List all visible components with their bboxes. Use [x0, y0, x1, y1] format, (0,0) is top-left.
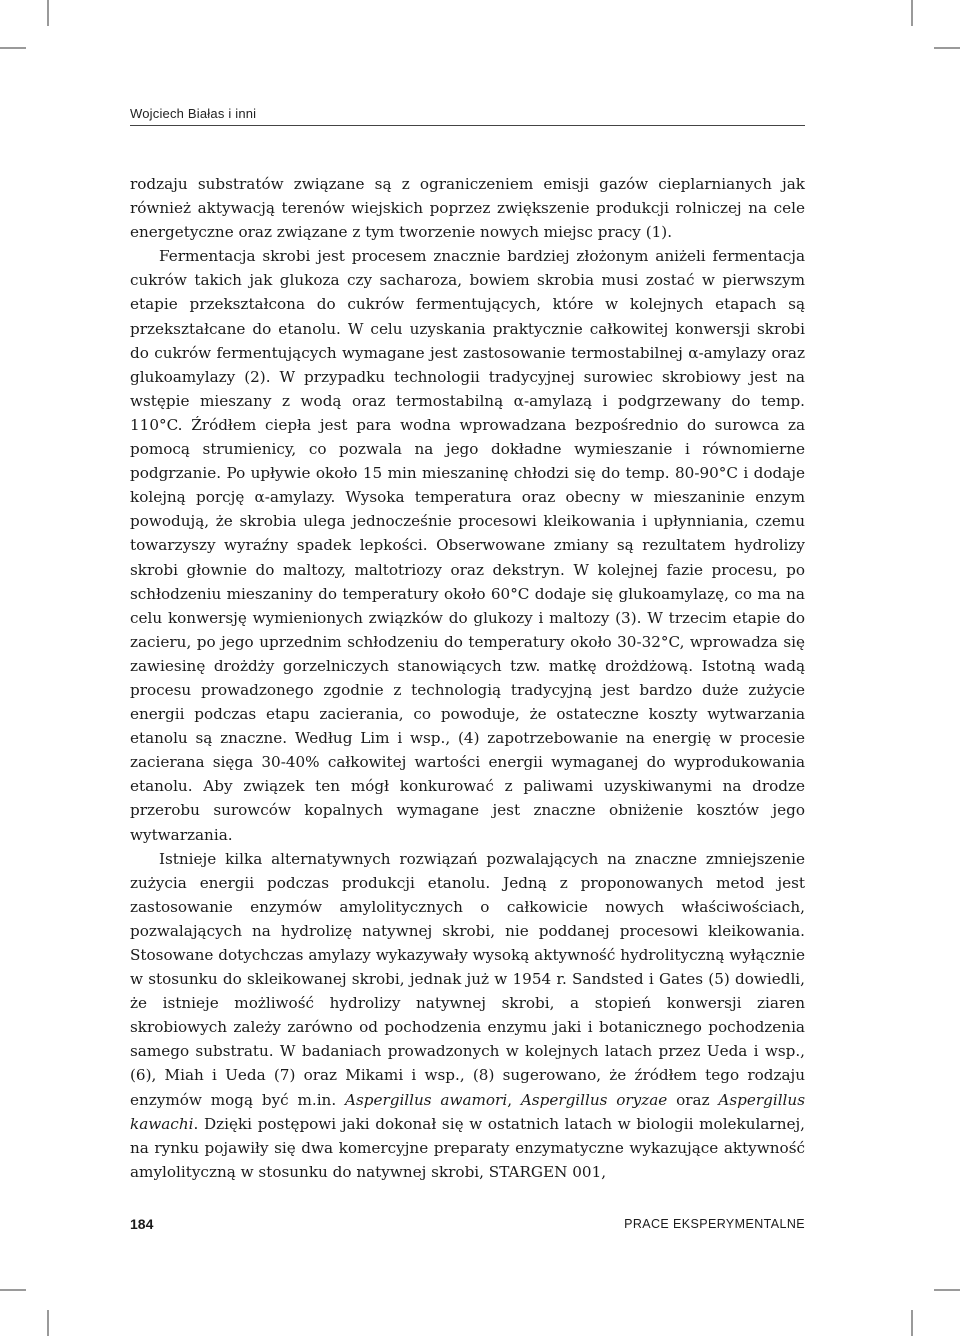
crop-mark-bottom-right-h: [934, 1289, 960, 1291]
text-run: Fermentacja skrobi jest procesem znacznie bardziej złożonym aniżeli fermentacja cukrów takich jak glukoza czy sacharoza, bowiem skrobia musi zostać w pierwszym etapie przekształcona do cukrów fermentujących, które w kolejnych etapach są przekształcane do etanolu. W celu uzyskania praktycznie całkowitej konwersji skrobi do cukrów fermentujących wymagane jest zastosowanie termostabilnej α-amylazy oraz glukoamylazy (2). W przypadku technologii tradycyjnej surowiec skrobiowy jest na wstępie mieszany z wodą oraz termostabilną α-amylazą i podgrzewany do temp. 110°C. Źródłem ciepła jest para wodna wprowadzana bezpośrednio do surowca za pomocą strumienicy, co pozwala na jego dokładne wymieszanie i równomierne podgrzanie. Po upływie około 15 min mieszaninę chłodzi się do temp. 80-90°C i dodaje kolejną porcję α-amylazy. Wysoka temperatura oraz obecny w mieszaninie enzym powodują, że skrobia ulega jednocześnie procesowi kleikowania i upłynniania, czemu towarzyszy wyraźny spadek lepkości. Obserwowane zmiany są rezultatem hydrolizy skrobi głownie do maltozy, maltotriozy oraz dekstryn. W kolejnej fazie procesu, po schłodzeniu mieszaniny do temperatury około 60°C dodaje się glukoamylazę, co ma na celu konwersję wymienionych związków do glukozy i maltozy (3). W trzecim etapie do zacieru, po jego uprzednim schłodzeniu do temperatury około 30-32°C, wprowadza się zawiesinę drożdży gorzelniczych stanowiących tzw. matkę drożdżową. Istotną wadą procesu prowadzonego zgodnie z technologią tradycyjną jest bardzo duże zużycie energii podczas etapu zacierania, co powoduje, że ostateczne koszty wytwarzania etanolu są znaczne. Według Lim i wsp., (4) zapotrzebowanie na energię w procesie zacierana sięga 30-40% całkowitej wartości energii wymaganej do wyprodukowania etanolu. Aby związek ten mógł konkurować z paliwami uzyskiwanymi na drodze przerobu surowców kopalnych wymagane jest znaczne obniżenie kosztów jego wytwarzania.: [130, 247, 805, 844]
crop-mark-top-left-h: [0, 47, 26, 49]
italic-run: Aspergillus kawachi: [130, 1090, 805, 1133]
italic-run: Aspergillus awamori: [344, 1090, 508, 1109]
italic-run: Aspergillus oryzae: [520, 1090, 668, 1109]
crop-mark-top-right-v: [911, 0, 913, 26]
section-name: PRACE EKSPERYMENTALNE: [624, 1217, 805, 1231]
article-body: [130, 172, 805, 1184]
crop-mark-top-right-h: [934, 47, 960, 49]
crop-mark-bottom-left-v: [47, 1310, 49, 1336]
text-run: . Dzięki postępowi jaki dokonał się w ostatnich latach w biologii molekularnej, na rynku pojawiły się dwa komercyjne preparaty enzymatyczne wykazujące aktywność amylolityczną w stosunku do natywnej skrobi, STARGEN 001,: [130, 1114, 805, 1181]
paragraph: [130, 244, 805, 846]
page-number: 184: [130, 1216, 154, 1232]
text-run: rodzaju substratów związane są z ograniczeniem emisji gazów cieplarnianych jak również aktywacją terenów wiejskich poprzez zwiększenie produkcji rolniczej na cele energetyczne oraz związane z tym tworzenie nowych miejsc pracy (1).: [130, 175, 805, 242]
text-run: oraz: [667, 1090, 719, 1109]
paragraph: [130, 847, 805, 1184]
paragraph: [130, 172, 805, 244]
crop-mark-top-left-v: [47, 0, 49, 26]
running-head: Wojciech Białas i inni: [130, 106, 805, 126]
crop-mark-bottom-left-h: [0, 1289, 26, 1291]
crop-mark-bottom-right-v: [911, 1310, 913, 1336]
text-run: Istnieje kilka alternatywnych rozwiązań pozwalających na znaczne zmniejszenie zużycia energii podczas produkcji etanolu. Jedną z proponowanych metod jest zastosowanie enzymów amylolitycznych o całkowicie nowych właściwościach, pozwalających na hydrolizę natywnej skrobi, nie poddanej procesowi kleikowania. Stosowane dotychczas amylazy wykazywały wysoką aktywność hydrolityczną wyłącznie w stosunku do skleikowanej skrobi, jednak już w 1954 r. Sandsted i Gates (5) dowiedli, że istnieje możliwość hydrolizy natywnej skrobi, a stopień konwersji ziaren skrobiowych zależy zarówno od pochodzenia enzymu jaki i botanicznego pochodzenia samego substratu. W badaniach prowadzonych w kolejnych latach przez Ueda i wsp., (6), Miah i Ueda (7) oraz Mikami i wsp., (8) sugerowano, że źródłem tego rodzaju enzymów mogą być m.in.: [130, 849, 805, 1109]
text-run: ,: [507, 1090, 521, 1109]
